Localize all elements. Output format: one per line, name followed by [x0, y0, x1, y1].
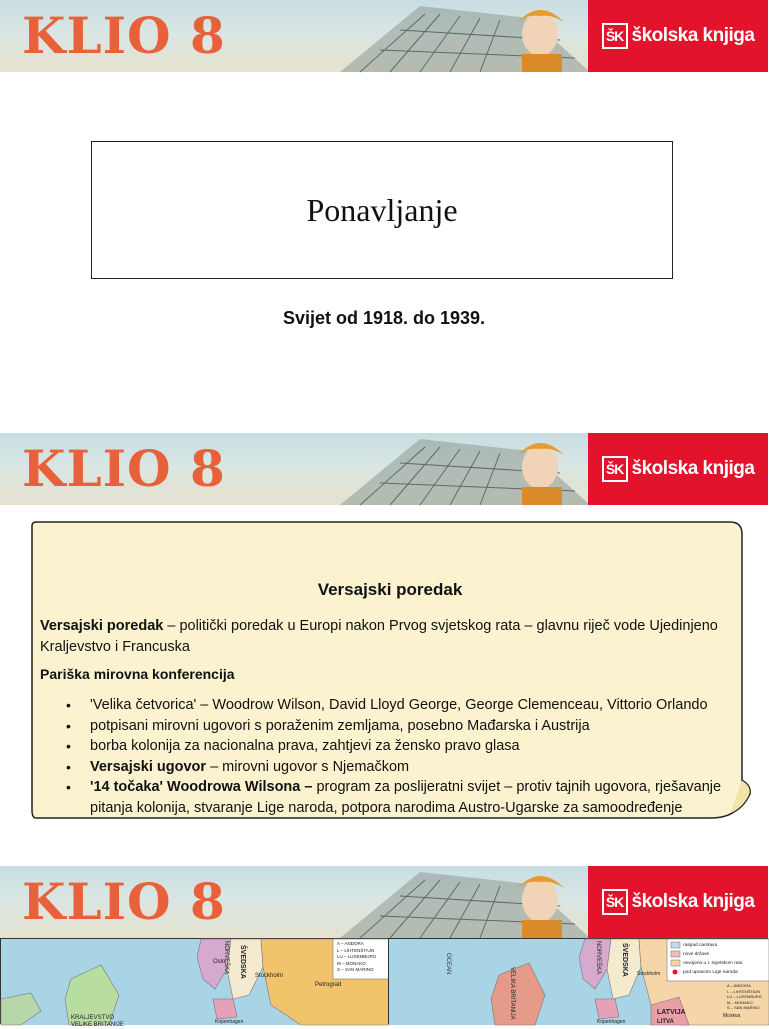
publisher-mark-icon: ŠK	[602, 23, 628, 49]
definition-text: – politički poredak u Europi nakon Prvog svjetskog rata – glavnu riječ vode Ujedinjeno Kraljevstvo i Francuska	[40, 618, 718, 655]
publisher-name: školska knjiga	[631, 458, 755, 479]
header-banner-2	[0, 433, 768, 505]
header-banner-3	[0, 866, 768, 938]
note-subheading: Pariška mirovna konferencija	[40, 666, 235, 682]
bullet-icon: •	[66, 758, 71, 775]
header-banner-1	[0, 0, 768, 72]
map-label: LATVIJA	[657, 1009, 686, 1016]
map-label: Kopenhagen	[597, 1019, 626, 1025]
definition-term: Versajski poredak	[40, 618, 164, 634]
list-item: • 'Velika četvorica' – Woodrow Wilson, David Lloyd George, George Clemenceau, Vittorio Orlando	[66, 695, 736, 716]
slide-title: Ponavljanje	[306, 191, 458, 228]
map-legend: raspad carstava nove države osvojeno u I. svjetskom ratu pod upravom Lige naroda	[683, 943, 743, 975]
bullet-icon: •	[66, 697, 71, 713]
slide-subtitle: Svijet od 1918. do 1939.	[282, 308, 486, 328]
list-item: • Versajski ugovor – mirovni ugovor s Njemačkom	[66, 757, 736, 778]
klio-logo: KLIO 8	[22, 6, 226, 65]
publisher-name: školska knjiga	[631, 891, 755, 912]
bullet-icon: •	[66, 738, 71, 754]
note-heading: Versajski poredak	[317, 580, 463, 599]
map-europe-after	[388, 938, 768, 1024]
publisher-mark-icon: ŠK	[602, 889, 628, 915]
map-label: Stockholm	[255, 973, 284, 979]
map-label: Petrograd	[315, 982, 342, 988]
list-item: • '14 točaka' Woodrowa Wilsona – program za poslijeratni svijet – protiv tajnih ugovora, rješavanje pitanja kolonija, stvaranje Lige naroda, potpora narodima Austro-Ugarske za samoodređenje	[66, 779, 722, 816]
publisher-logo	[588, 0, 768, 72]
publisher-name: školska knjiga	[631, 25, 755, 46]
bullet-list	[66, 695, 736, 818]
map-legend: A – ANDORA L – LIHTENŠTAJN LU – LUXEMBURG M – MONAKO S – SAN MARINO	[337, 941, 377, 972]
publisher-logo	[588, 433, 768, 505]
definition-paragraph	[40, 616, 730, 658]
maps-section	[0, 938, 768, 1028]
map-label: Stockholm	[637, 971, 661, 977]
klio-logo: KLIO 8	[22, 872, 226, 931]
map-label: ŠVEDSKA	[621, 943, 628, 977]
map-label: ŠVEDSKA	[239, 945, 246, 979]
bullet-icon: •	[66, 779, 71, 795]
map-europe-before	[0, 938, 388, 1028]
map-label: KRALJEVSTVO VELIKE BRITANIJE	[71, 1015, 124, 1028]
airship-illustration	[300, 433, 600, 505]
airship-illustration	[300, 866, 600, 938]
airship-illustration	[300, 0, 600, 72]
list-item: • potpisani mirovni ugovori s poraženim zemljama, posebno Mađarska i Austrija	[66, 716, 736, 737]
map-label: Kopenhagen	[215, 1019, 244, 1025]
klio-logo: KLIO 8	[22, 439, 226, 498]
map-label: OCEAN	[445, 953, 451, 975]
title-box	[91, 141, 673, 279]
map-label: Moskva	[723, 1013, 741, 1019]
note-card	[30, 518, 752, 830]
map-label: Oslo	[213, 959, 226, 965]
map-label: NORVEŠKA	[595, 941, 601, 975]
list-item: • borba kolonija za nacionalna prava, zahtjevi za žensko pravo glasa	[66, 736, 736, 757]
publisher-mark-icon: ŠK	[602, 456, 628, 482]
publisher-logo	[588, 866, 768, 938]
map-letter-legend: A – ANDORA L – LIHTENŠTAJN LU – LUXEMBURG M – MONAKO S – SAN MARINO	[727, 983, 762, 1010]
map-label: VELIKA BRITANIJA	[509, 967, 515, 1020]
map-label: LITVA	[657, 1019, 674, 1025]
bullet-icon: •	[66, 717, 71, 734]
map-label: NORVEŠKA	[223, 941, 229, 975]
